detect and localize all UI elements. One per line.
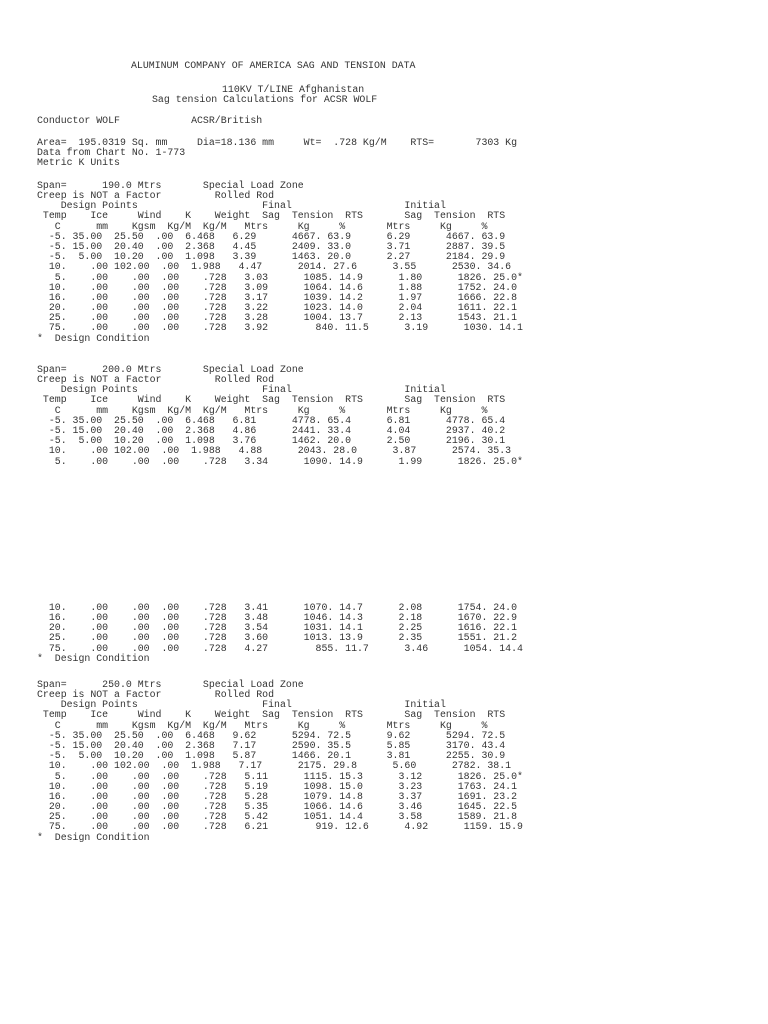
conductor-properties: Area= 195.0319 Sq. mm Dia=18.136 mm Wt= .728 Kg/M RTS= 7303 Kg — [37, 137, 518, 148]
group-header: Design Points Final Initial — [37, 384, 446, 396]
creep-line: Creep is NOT a Factor Rolled Rod — [37, 374, 275, 386]
creep-line: Creep is NOT a Factor Rolled Rod — [37, 689, 275, 701]
units-header: C mm Kgsm Kg/M Kg/M Mtrs Kg % Mtrs Kg % — [37, 404, 488, 416]
group-header: Design Points Final Initial — [37, 200, 446, 212]
table-row: 20. .00 .00 .00 .728 3.54 1031. 14.1 2.25 1616. 22.1 — [37, 622, 518, 634]
table-row: 25. .00 .00 .00 .728 3.28 1004. 13.7 2.13 1543. 21.1 — [37, 312, 518, 324]
section-header — [37, 181, 505, 232]
design-condition-note: * Design Condition — [37, 332, 150, 344]
calc-subtitle: Sag tension Calculations for ACSR WOLF — [152, 94, 378, 105]
table-row: 16. .00 .00 .00 .728 3.17 1039. 14.2 1.97 1666. 22.8 — [37, 291, 518, 303]
data-table — [37, 232, 523, 344]
table-row: -5. 5.00 10.20 .00 1.098 5.87 1466. 20.1 3.81 2255. 30.9 — [37, 750, 506, 762]
table-row: 25. .00 .00 .00 .728 5.42 1051. 14.4 3.58 1589. 21.8 — [37, 811, 518, 823]
table-row: -5. 15.00 20.40 .00 2.368 4.45 2409. 33.0 3.71 2887. 39.5 — [37, 241, 506, 253]
design-condition-note: * Design Condition — [37, 831, 150, 843]
table-row: 5. .00 .00 .00 .728 3.03 1085. 14.9 1.80 1826. 25.0* — [37, 271, 523, 283]
units-header: C mm Kgsm Kg/M Kg/M Mtrs Kg % Mtrs Kg % — [37, 719, 488, 731]
table-row: 25. .00 .00 .00 .728 3.60 1013. 13.9 2.35 1551. 21.2 — [37, 632, 518, 644]
table-row: -5. 15.00 20.40 .00 2.368 7.17 2590. 35.5 5.85 3170. 43.4 — [37, 740, 506, 752]
table-row: 16. .00 .00 .00 .728 5.28 1079. 14.8 3.37 1691. 23.2 — [37, 790, 518, 802]
company-title: ALUMINUM COMPANY OF AMERICA SAG AND TENSION DATA — [131, 60, 416, 71]
column-header: Temp Ice Wind K Weight Sag Tension RTS Sag Tension RTS — [37, 394, 506, 406]
table-row: 5. .00 .00 .00 .728 5.11 1115. 15.3 3.12 1826. 25.0* — [37, 770, 523, 782]
table-row: 75. .00 .00 .00 .728 4.27 855. 11.7 3.46 1054. 14.4 — [37, 642, 523, 654]
section-header — [37, 680, 505, 731]
project-title: 110KV T/LINE Afghanistan — [222, 84, 365, 95]
table-row: -5. 5.00 10.20 .00 1.098 3.39 1463. 20.0 2.27 2184. 29.9 — [37, 251, 506, 263]
table-row: -5. 35.00 25.50 .00 6.468 9.62 5294. 72.5 9.62 5294. 72.5 — [37, 730, 506, 741]
table-row: 10. .00 102.00 .00 1.988 4.88 2043. 28.0 3.87 2574. 35.3 — [37, 445, 512, 457]
table-row: 10. .00 .00 .00 .728 3.09 1064. 14.6 1.88 1752. 24.0 — [37, 281, 518, 293]
chart-reference: Data from Chart No. 1-773 — [37, 147, 186, 158]
data-table — [37, 731, 523, 843]
column-header: Temp Ice Wind K Weight Sag Tension RTS Sag Tension RTS — [37, 709, 506, 721]
span-line: Span= 190.0 Mtrs Special Load Zone — [37, 180, 304, 191]
table-row: 10. .00 .00 .00 .728 5.19 1098. 15.0 3.23 1763. 24.1 — [37, 780, 518, 792]
group-header: Design Points Final Initial — [37, 699, 446, 711]
table-row: 10. .00 102.00 .00 1.988 4.47 2014. 27.6 3.55 2530. 34.6 — [37, 261, 512, 273]
table-row: 75. .00 .00 .00 .728 6.21 919. 12.6 4.92 1159. 15.9 — [37, 821, 523, 833]
table-row: 5. .00 .00 .00 .728 3.34 1090. 14.9 1.99 1826. 25.0* — [37, 455, 523, 467]
table-row: 75. .00 .00 .00 .728 3.92 840. 11.5 3.19 1030. 14.1 — [37, 322, 523, 334]
table-row: 16. .00 .00 .00 .728 3.48 1046. 14.3 2.18 1670. 22.9 — [37, 612, 518, 624]
table-row: -5. 15.00 20.40 .00 2.368 4.86 2441. 33.4 4.04 2937. 40.2 — [37, 425, 506, 437]
table-row: 20. .00 .00 .00 .728 3.22 1023. 14.0 2.04 1611. 22.1 — [37, 302, 518, 314]
units-note: Metric K Units — [37, 157, 120, 168]
table-row: 10. .00 102.00 .00 1.988 7.17 2175. 29.8 5.60 2782. 38.1 — [37, 760, 512, 772]
table-row: -5. 5.00 10.20 .00 1.098 3.76 1462. 20.0 2.50 2196. 30.1 — [37, 435, 506, 447]
data-table-continued — [37, 603, 523, 664]
units-header: C mm Kgsm Kg/M Kg/M Mtrs Kg % Mtrs Kg % — [37, 220, 488, 232]
table-row: 10. .00 .00 .00 .728 3.41 1070. 14.7 2.08 1754. 24.0 — [37, 602, 518, 613]
design-condition-note: * Design Condition — [37, 652, 150, 664]
conductor-line: Conductor WOLF ACSR/British — [37, 115, 263, 126]
column-header: Temp Ice Wind K Weight Sag Tension RTS Sag Tension RTS — [37, 210, 506, 222]
table-row: 20. .00 .00 .00 .728 5.35 1066. 14.6 3.46 1645. 22.5 — [37, 801, 518, 813]
creep-line: Creep is NOT a Factor Rolled Rod — [37, 190, 275, 202]
table-row: -5. 35.00 25.50 .00 6.468 6.81 4778. 65.4 6.81 4778. 65.4 — [37, 415, 506, 426]
span-line: Span= 250.0 Mtrs Special Load Zone — [37, 679, 304, 690]
data-table — [37, 416, 523, 467]
span-line: Span= 200.0 Mtrs Special Load Zone — [37, 364, 304, 375]
table-row: -5. 35.00 25.50 .00 6.468 6.29 4667. 63.9 6.29 4667. 63.9 — [37, 231, 506, 242]
section-header — [37, 365, 505, 416]
